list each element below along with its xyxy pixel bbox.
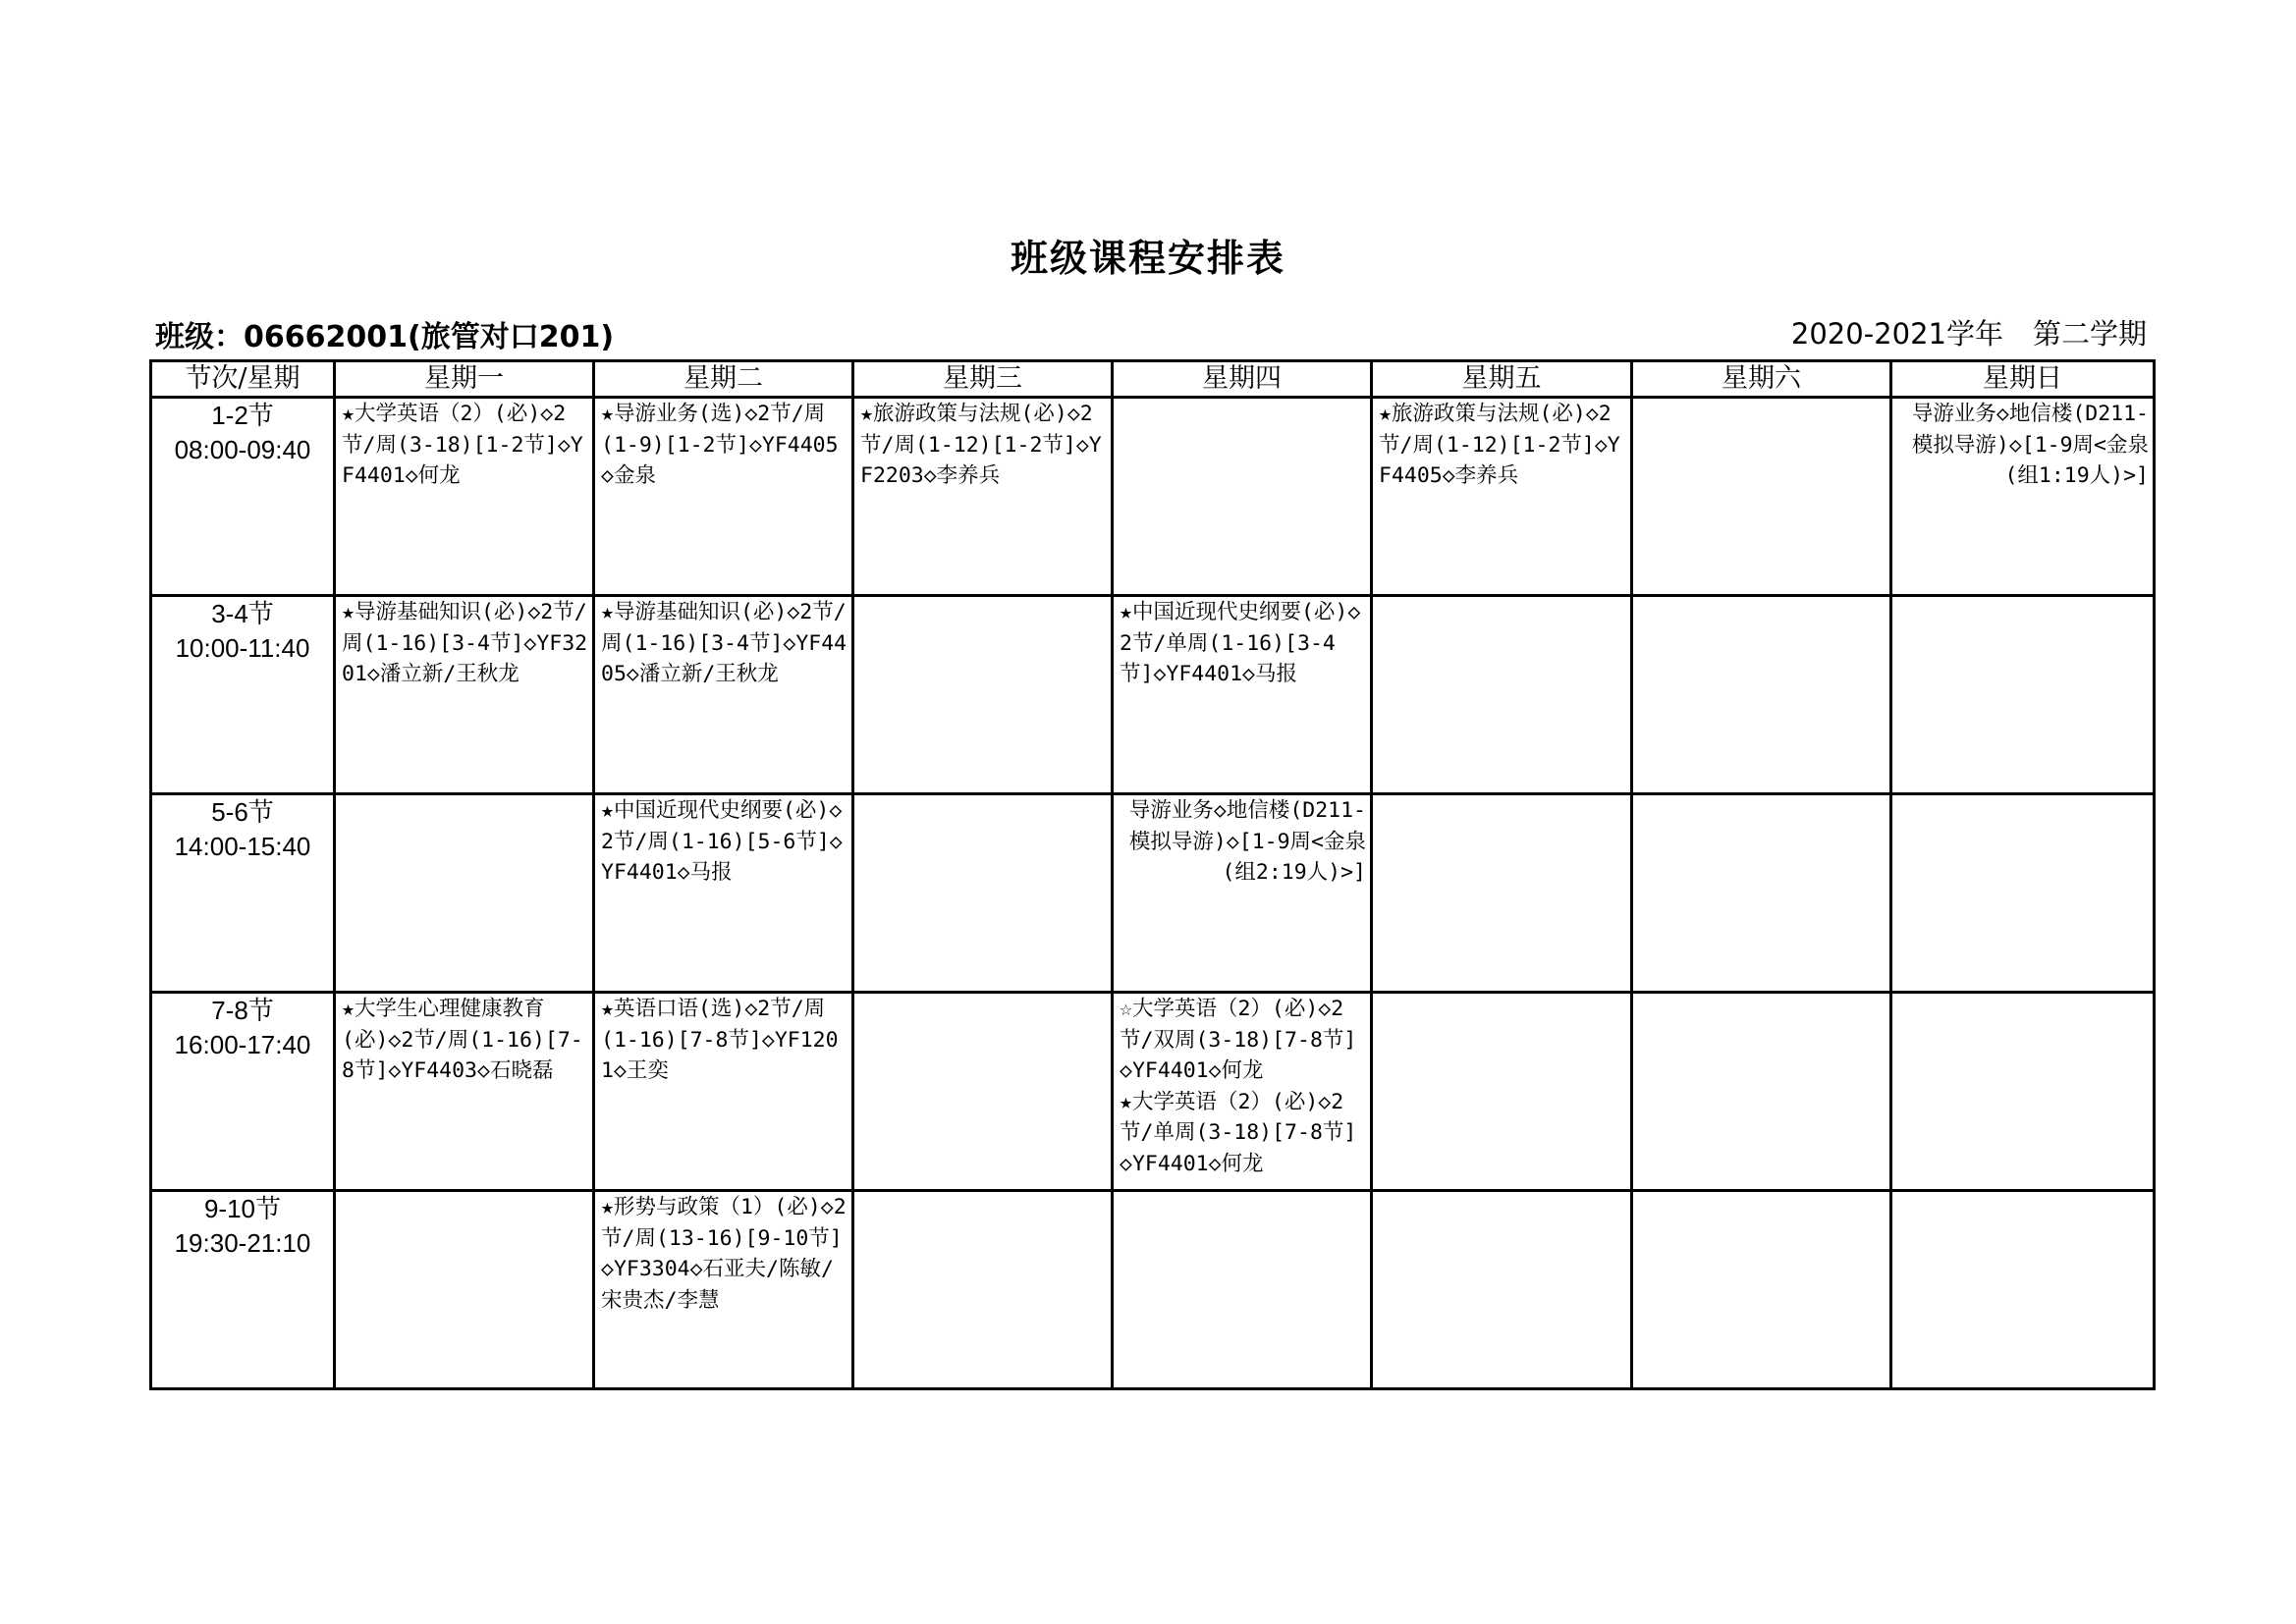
cell-tuesday bbox=[594, 794, 853, 993]
cell-monday bbox=[335, 993, 594, 1191]
course-entry: ★形势与政策（1）(必)◇2节/周(13-16)[9-10节]◇YF3304◇石亚夫/陈敏/宋贵杰/李慧 bbox=[601, 1195, 847, 1313]
header-wednesday: 星期三 bbox=[853, 361, 1113, 398]
cell-sunday bbox=[1891, 794, 2155, 993]
period-cell bbox=[151, 1191, 335, 1389]
course-entry: ☆大学英语（2）(必)◇2节/双周(3-18)[7-8节]◇YF4401◇何龙 bbox=[1120, 997, 1357, 1083]
cell-tuesday bbox=[594, 398, 853, 596]
period-label: 5-6节 bbox=[211, 797, 274, 827]
period-cell bbox=[151, 596, 335, 794]
term-info bbox=[1791, 312, 2147, 352]
cell-tuesday bbox=[594, 993, 853, 1191]
period-cell bbox=[151, 993, 335, 1191]
period-label: 7-8节 bbox=[211, 996, 274, 1025]
course-entry: ★英语口语(选)◇2节/周(1-16)[7-8节]◇YF1201◇王奕 bbox=[601, 997, 839, 1083]
cell-sunday bbox=[1891, 596, 2155, 794]
period-time: 16:00-17:40 bbox=[174, 1030, 311, 1059]
table-row bbox=[151, 398, 2155, 596]
course-entry: ★旅游政策与法规(必)◇2节/周(1-12)[1-2节]◇YF4405◇李养兵 bbox=[1379, 402, 1620, 488]
course-entry: ★中国近现代史纲要(必)◇2节/周(1-16)[5-6节]◇YF4401◇马报 bbox=[601, 798, 843, 885]
cell-saturday bbox=[1632, 1191, 1891, 1389]
cell-monday bbox=[335, 1191, 594, 1389]
cell-sunday bbox=[1891, 993, 2155, 1191]
period-label: 1-2节 bbox=[211, 401, 274, 430]
page-title: 班级课程安排表 bbox=[1010, 237, 1285, 280]
course-entry: 导游业务◇地信楼(D211-模拟导游)◇[1-9周<金泉(组2:19人)>] bbox=[1128, 798, 1366, 885]
cell-tuesday bbox=[594, 1191, 853, 1389]
cell-thursday bbox=[1113, 794, 1372, 993]
table-row bbox=[151, 794, 2155, 993]
cell-friday bbox=[1372, 596, 1632, 794]
header-thursday: 星期四 bbox=[1113, 361, 1372, 398]
course-entry: ★中国近现代史纲要(必)◇2节/单周(1-16)[3-4节]◇YF4401◇马报 bbox=[1120, 600, 1361, 686]
cell-monday bbox=[335, 794, 594, 993]
course-entry: ★大学英语（2）(必)◇2节/周(3-18)[1-2节]◇YF4401◇何龙 bbox=[342, 402, 583, 488]
table-row bbox=[151, 596, 2155, 794]
cell-wednesday bbox=[853, 398, 1113, 596]
period-cell bbox=[151, 794, 335, 993]
header-saturday: 星期六 bbox=[1632, 361, 1891, 398]
course-entry: ★导游基础知识(必)◇2节/周(1-16)[3-4节]◇YF4405◇潘立新/王秋龙 bbox=[601, 600, 847, 686]
cell-thursday bbox=[1113, 1191, 1372, 1389]
header-sunday: 星期日 bbox=[1891, 361, 2155, 398]
course-entry: ★大学生心理健康教育(必)◇2节/周(1-16)[7-8节]◇YF4403◇石晓磊 bbox=[342, 997, 583, 1083]
cell-friday bbox=[1372, 993, 1632, 1191]
period-time: 14:00-15:40 bbox=[174, 832, 311, 861]
cell-saturday bbox=[1632, 794, 1891, 993]
cell-friday bbox=[1372, 398, 1632, 596]
cell-thursday bbox=[1113, 993, 1372, 1191]
period-time: 08:00-09:40 bbox=[174, 435, 311, 464]
cell-saturday bbox=[1632, 398, 1891, 596]
cell-monday bbox=[335, 596, 594, 794]
period-time: 19:30-21:10 bbox=[174, 1228, 311, 1258]
header-monday: 星期一 bbox=[335, 361, 594, 398]
cell-wednesday bbox=[853, 794, 1113, 993]
header-period: 节次/星期 bbox=[151, 361, 335, 398]
cell-tuesday bbox=[594, 596, 853, 794]
table-row bbox=[151, 1191, 2155, 1389]
course-entry: ★旅游政策与法规(必)◇2节/周(1-12)[1-2节]◇YF2203◇李养兵 bbox=[860, 402, 1102, 488]
course-entry: ★大学英语（2）(必)◇2节/单周(3-18)[7-8节]◇YF4401◇何龙 bbox=[1120, 1089, 1357, 1176]
cell-wednesday bbox=[853, 596, 1113, 794]
class-label: 班级：06662001(旅管对口201) bbox=[155, 320, 615, 354]
cell-thursday bbox=[1113, 596, 1372, 794]
course-entry: ★导游基础知识(必)◇2节/周(1-16)[3-4节]◇YF3201◇潘立新/王秋龙 bbox=[342, 600, 588, 686]
header-tuesday: 星期二 bbox=[594, 361, 853, 398]
cell-wednesday bbox=[853, 993, 1113, 1191]
period-time: 10:00-11:40 bbox=[175, 633, 310, 663]
course-entry: ★导游业务(选)◇2节/周(1-9)[1-2节]◇YF4405◇金泉 bbox=[601, 402, 839, 488]
cell-thursday bbox=[1113, 398, 1372, 596]
cell-sunday bbox=[1891, 1191, 2155, 1389]
table-row bbox=[151, 993, 2155, 1191]
cell-saturday bbox=[1632, 596, 1891, 794]
period-label: 3-4节 bbox=[211, 599, 274, 628]
period-label: 9-10节 bbox=[203, 1194, 282, 1223]
period-cell bbox=[151, 398, 335, 596]
cell-saturday bbox=[1632, 993, 1891, 1191]
schedule-table bbox=[149, 359, 2156, 1390]
cell-wednesday bbox=[853, 1191, 1113, 1389]
header-row bbox=[151, 361, 2155, 398]
cell-friday bbox=[1372, 794, 1632, 993]
cell-friday bbox=[1372, 1191, 1632, 1389]
course-entry: 导游业务◇地信楼(D211-模拟导游)◇[1-9周<金泉(组1:19人)>] bbox=[1911, 402, 2149, 488]
cell-monday bbox=[335, 398, 594, 596]
header-friday: 星期五 bbox=[1372, 361, 1632, 398]
cell-sunday bbox=[1891, 398, 2155, 596]
term-semester: 第二学期 bbox=[2032, 317, 2147, 351]
term-year: 2020-2021学年 bbox=[1790, 317, 2003, 351]
